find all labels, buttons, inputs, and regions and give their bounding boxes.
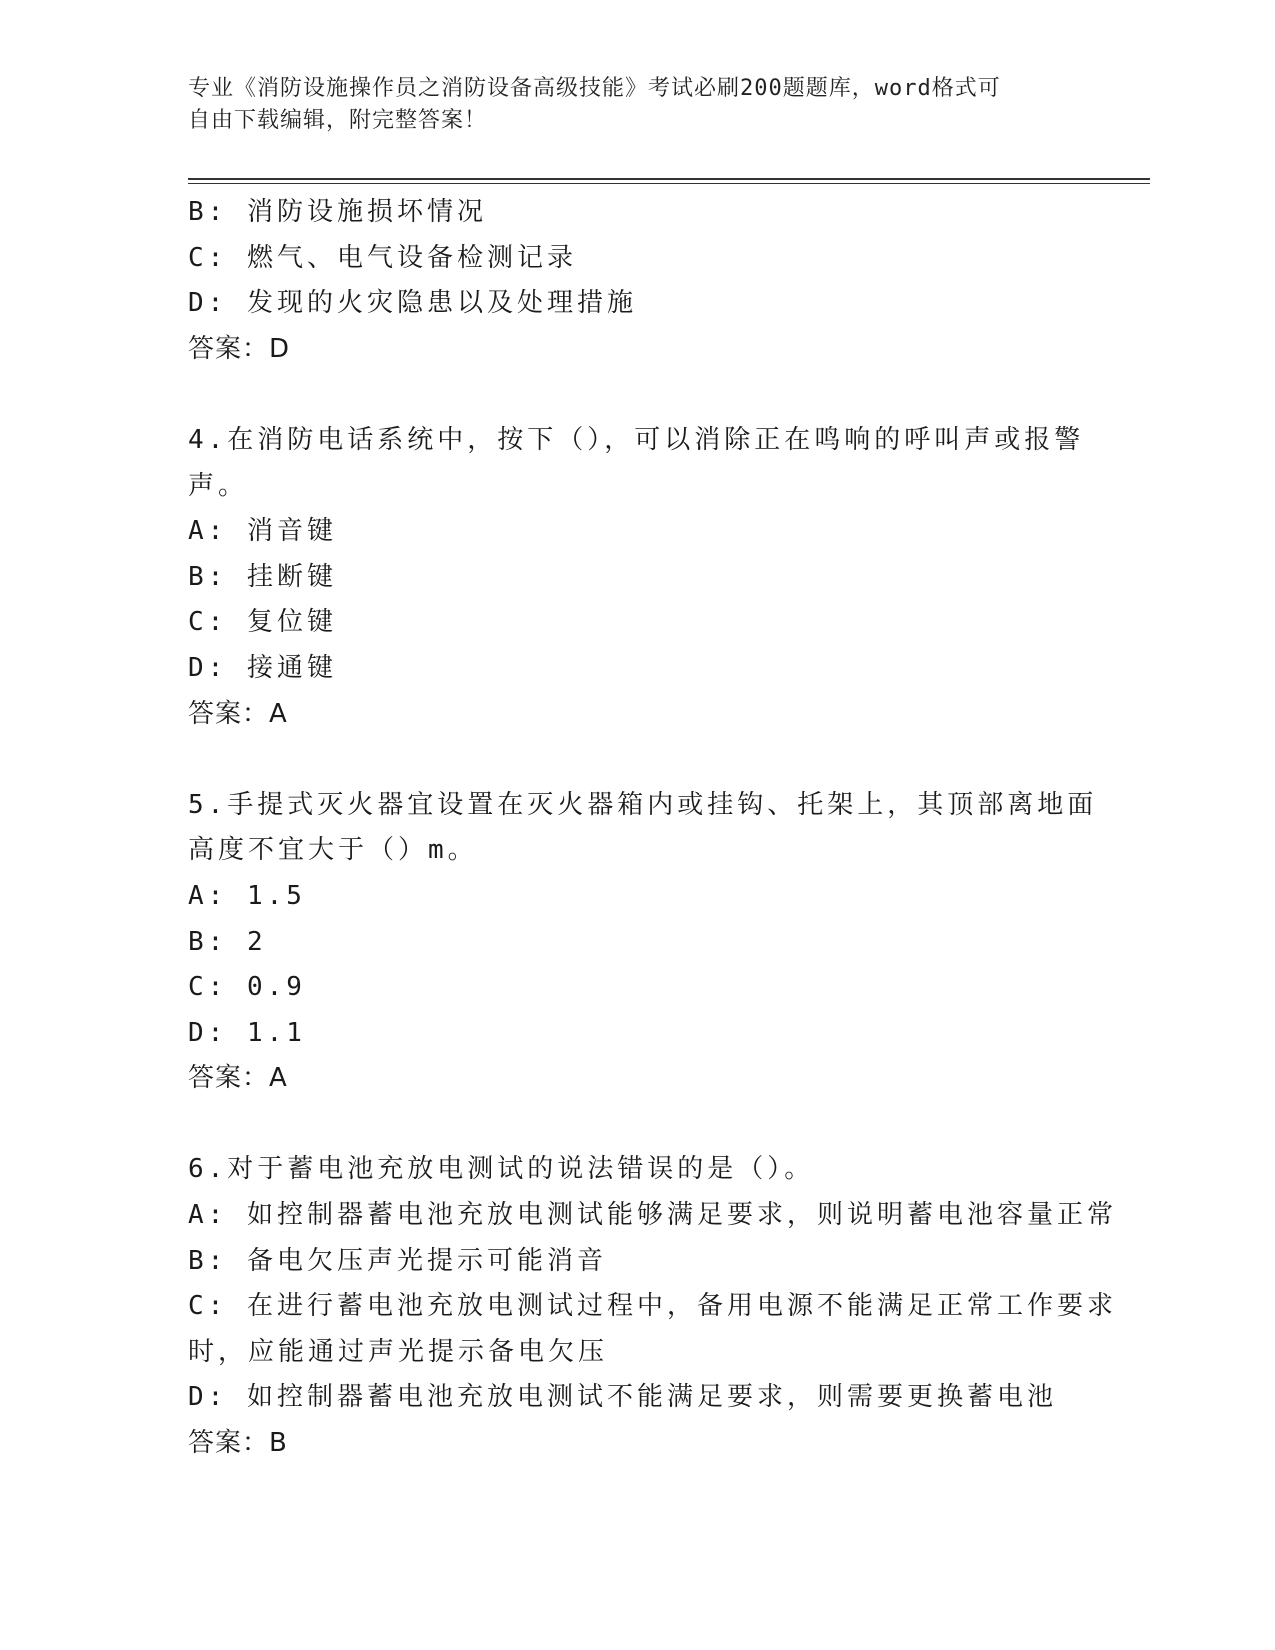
spacer bbox=[188, 737, 1088, 783]
question-list bbox=[188, 190, 1117, 1467]
spacer bbox=[188, 1102, 1088, 1148]
header-line-2: 自由下载编辑，附完整答案！ bbox=[188, 108, 488, 133]
option-b: B: 2 bbox=[188, 926, 267, 957]
question-stem-cont: 高度不宜大于（）m。 bbox=[188, 835, 478, 866]
option-d: D: 发现的火灾隐患以及处理措施 bbox=[188, 288, 637, 319]
option-a: A: 1.5 bbox=[188, 880, 306, 911]
answer: 答案：D bbox=[188, 333, 291, 364]
option-d: D: 1.1 bbox=[188, 1017, 306, 1048]
option-c: C: 燃气、电气设备检测记录 bbox=[188, 242, 577, 273]
option-c: C: 在进行蓄电池充放电测试过程中，备用电源不能满足正常工作要求 bbox=[188, 1291, 1117, 1322]
answer: 答案：A bbox=[188, 1063, 288, 1094]
option-c: C: 0.9 bbox=[188, 972, 306, 1003]
header-rule-thin bbox=[188, 183, 1150, 184]
header-rule-thick bbox=[188, 178, 1150, 180]
question-5 bbox=[188, 783, 1098, 1102]
question-stem-cont: 声。 bbox=[188, 470, 249, 501]
option-a: A: 如控制器蓄电池充放电测试能够满足要求，则说明蓄电池容量正常 bbox=[188, 1200, 1117, 1231]
option-d: D: 如控制器蓄电池充放电测试不能满足要求，则需要更换蓄电池 bbox=[188, 1382, 1057, 1413]
option-b: B: 挂断键 bbox=[188, 561, 337, 592]
question-stem: 4.在消防电话系统中，按下（），可以消除正在鸣响的呼叫声或报警 bbox=[188, 424, 1085, 455]
question-3-tail bbox=[188, 190, 1088, 372]
option-b: B: 消防设施损坏情况 bbox=[188, 197, 487, 227]
option-c-cont: 时，应能通过声光提示备电欠压 bbox=[188, 1336, 609, 1367]
option-a: A: 消音键 bbox=[188, 516, 337, 547]
question-4 bbox=[188, 418, 1088, 737]
spacer bbox=[188, 372, 1088, 418]
question-stem: 5.手提式灭火器宜设置在灭火器箱内或挂钩、托架上，其顶部离地面 bbox=[188, 789, 1098, 820]
answer: 答案：A bbox=[188, 698, 288, 729]
answer: 答案：B bbox=[188, 1428, 288, 1459]
option-b: B: 备电欠压声光提示可能消音 bbox=[188, 1245, 607, 1276]
question-6 bbox=[188, 1147, 1117, 1466]
option-d: D: 接通键 bbox=[188, 652, 337, 683]
question-stem: 6.对于蓄电池充放电测试的说法错误的是（）。 bbox=[188, 1154, 815, 1185]
option-c: C: 复位键 bbox=[188, 607, 337, 638]
page-header bbox=[188, 73, 1068, 137]
header-line-1: 专业《消防设施操作员之消防设备高级技能》考试必刷200题题库，word格式可 bbox=[188, 76, 1001, 101]
